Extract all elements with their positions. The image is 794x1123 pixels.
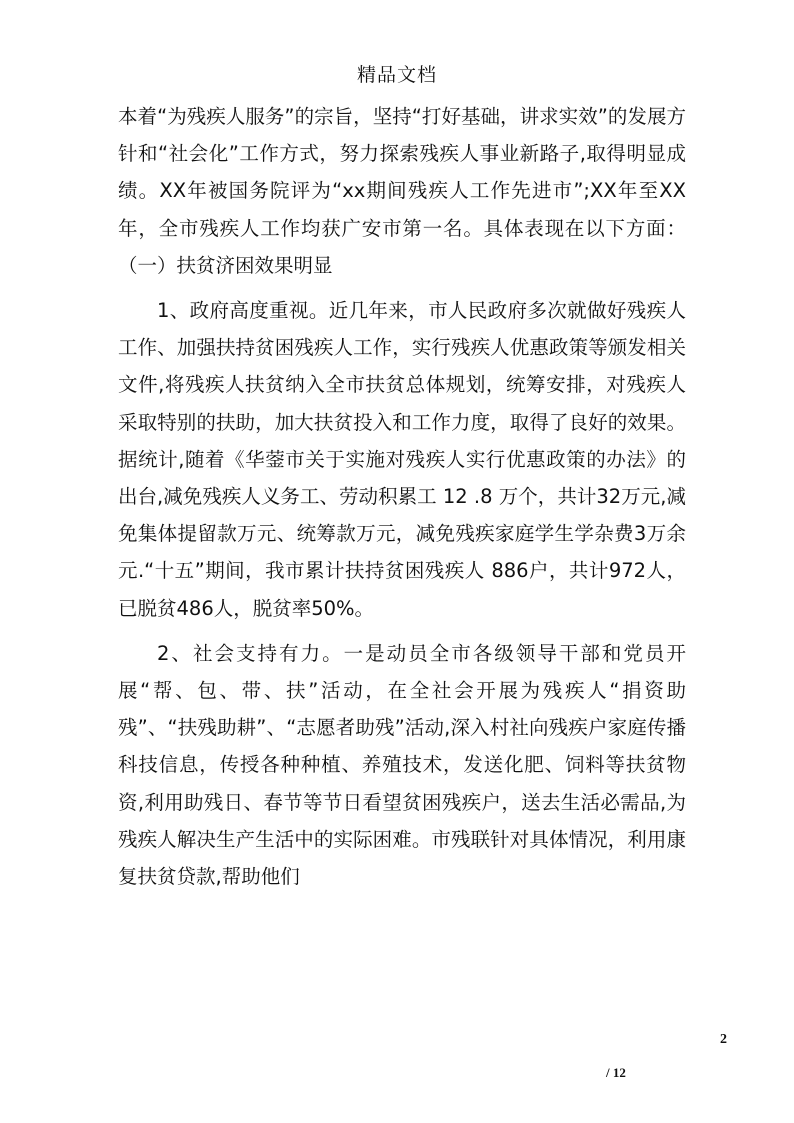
paragraph-social-support: 2、社会支持有力。一是动员全市各级领导干部和党员开展“帮、包、带、扶”活动，在全社会开展为残疾人“捐资助残”、“扶残助耕”、“志愿者助残”活动,深入村社向残疾户家庭传播科技信息，传授各种种植、养殖技术，发送化肥、饲料等扶贫物资,利用助残日、春节等节日看望贫困残疾户，送去生活必需品,为残疾人解决生产生活中的实际困难。市残联针对具体情况，利用康复扶贫贷款,帮助他们 <box>118 641 686 889</box>
page-number: 2 <box>720 1032 727 1047</box>
page-total: / 12 <box>606 1065 626 1080</box>
document-body <box>118 98 686 903</box>
paragraph-government-support: 1、政府高度重视。近几年来，市人民政府多次就做好残疾人工作、加强扶持贫困残疾人工作，实行残疾人优惠政策等颁发相关文件,将残疾人扶贫纳入全市扶贫总体规划，统筹安排，对残疾人采取特别的扶助，加大扶贫投入和工作力度，取得了良好的效果。据统计,随着《华蓥市关于实施对残疾人实行优惠政策的办法》的出台,减免残疾人义务工、劳动积累工 12 .8 万个，共计32万元,减免集体提留款万元、统筹款万元，减免残疾家庭学生学杂费3万余元.“十五”期间，我市累计扶持贫困残疾人 886户，共计972人，已脱贫486人，脱贫率50%。 <box>118 299 686 620</box>
page-header-title: 精品文档 <box>356 64 437 86</box>
paragraph-intro: 本着“为残疾人服务”的宗旨，坚持“打好基础，讲求实效”的发展方针和“社会化”工作方式，努力探索残疾人事业新路子,取得明显成绩。XX年被国务院评为“xx期间残疾人工作先进市”;XX年至XX年，全市残疾人工作均获广安市第一名。具体表现在以下方面： （一）扶贫济困效果明显 <box>118 105 686 277</box>
